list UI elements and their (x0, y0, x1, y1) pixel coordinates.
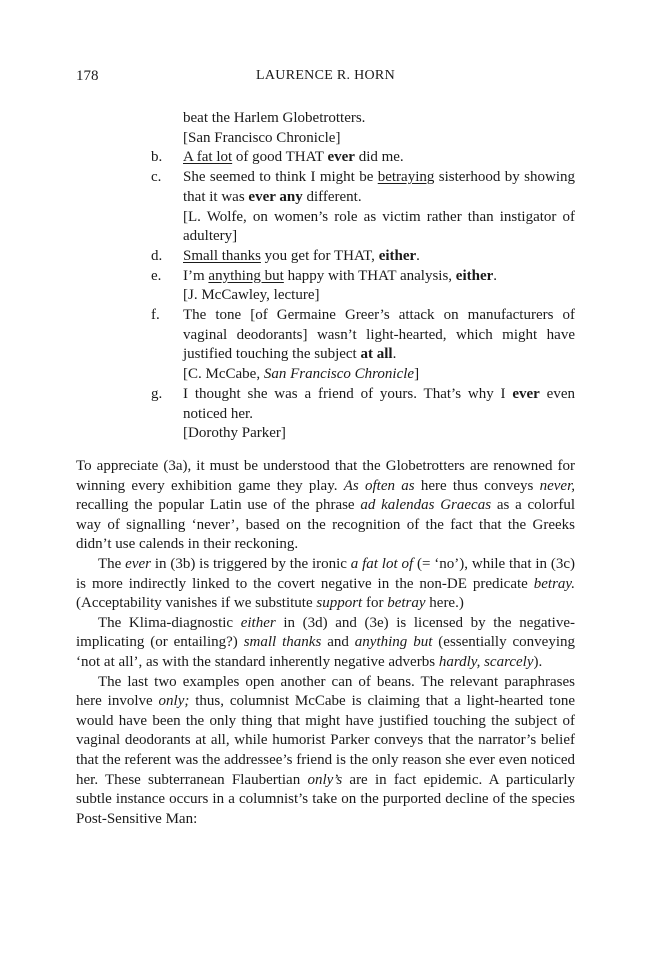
example-text: She seemed to think I might be betraying sisterhood by showing that it was ever any different. (183, 169, 576, 205)
example-text: The tone [of Germaine Greer’s attack on manufacturers of vaginal deodorants] wasn’t light-hearted, which might have justified touching the subject at all. (183, 307, 575, 363)
example-d (76, 247, 575, 267)
example-label: f. (151, 307, 160, 324)
example-b (76, 148, 575, 168)
example-text: I’m anything but happy with THAT analysis, either. (183, 267, 498, 284)
example-g-source: [Dorothy Parker] (183, 425, 286, 442)
underlined-phrase: Small thanks (183, 247, 261, 264)
example-text: Small thanks you get for THAT, either. (183, 247, 420, 264)
example-label: c. (151, 169, 162, 186)
page-header (76, 68, 575, 88)
example-g (76, 385, 575, 424)
bold-npi: either (378, 247, 417, 264)
bold-npi: ever any (248, 188, 303, 205)
example-text: I thought she was a friend of yours. That’s why I ever even noticed her. (183, 385, 575, 422)
body-text (76, 457, 575, 829)
bold-npi: ever (327, 149, 355, 166)
running-head: LAURENCE R. HORN (256, 68, 395, 83)
example-c-source: [L. Wolfe, on women’s role as victim rather than instigator of adultery] (183, 208, 575, 245)
example-a-continuation: beat the Harlem Globetrotters. (183, 110, 366, 126)
page-number: 178 (76, 68, 99, 84)
bold-npi: ever (512, 385, 540, 402)
example-label: b. (151, 149, 163, 166)
example-f-source: [C. McCabe, San Francisco Chronicle] (183, 366, 420, 383)
example-list (76, 109, 575, 444)
page (76, 0, 575, 955)
bold-npi: at all (360, 346, 393, 363)
example-c (76, 168, 575, 207)
underlined-phrase: anything but (208, 267, 284, 284)
underlined-phrase: betraying (377, 169, 435, 186)
example-label: g. (151, 385, 163, 402)
bold-npi: either (455, 267, 494, 284)
paragraph-4: The last two examples open another can of beans. The relevant paraphrases here involve only; thus, columnist McCabe is claiming that a light-hearted tone would have been the only thing that might have justified touching the subject of vaginal deodorants at all, while humorist Parker conveys that the narrator’s belief that the referent was the addressee’s friend is the only reason she ever even noticed her. These subterranean Flaubertian only’s are in fact epidemic. A particularly subtle instance occurs in a columnist’s take on the purported decline of the species Post-Sensitive Man: (76, 673, 576, 827)
example-label: d. (151, 247, 163, 264)
example-label: e. (151, 267, 162, 284)
example-text: A fat lot of good THAT ever did me. (183, 149, 404, 166)
example-e-source: [J. McCawley, lecture] (183, 287, 320, 304)
underlined-phrase: A fat lot (183, 149, 233, 166)
example-f (76, 306, 575, 365)
example-a-source: [San Francisco Chronicle] (183, 129, 341, 146)
paragraph-3: The Klima-diagnostic either in (3d) and (3e) is licensed by the negative-implicating (or entailing?) small thanks and anything but (essentially conveying ‘not at all’, as with the standard inherently negative adverbs hardly, scarcely). (76, 614, 576, 670)
paragraph-2: The ever in (3b) is triggered by the ironic a fat lot of (= ‘no’), while that in (3c) is more indirectly linked to the covert negative in the non-DE predicate betray. (Acceptability vanishes if we substitute support for betray here.) (76, 555, 576, 612)
example-e (76, 267, 575, 287)
paragraph-1: To appreciate (3a), it must be understood that the Globetrotters are renowned for winning every exhibition game they play. As often as here thus conveys never, recalling the popular Latin use of the phrase ad kalendas Graecas as a colorful way of signalling ‘never’, based on the recognition of the fact that the Greeks didn’t use calends in their reckoning. (76, 458, 575, 553)
